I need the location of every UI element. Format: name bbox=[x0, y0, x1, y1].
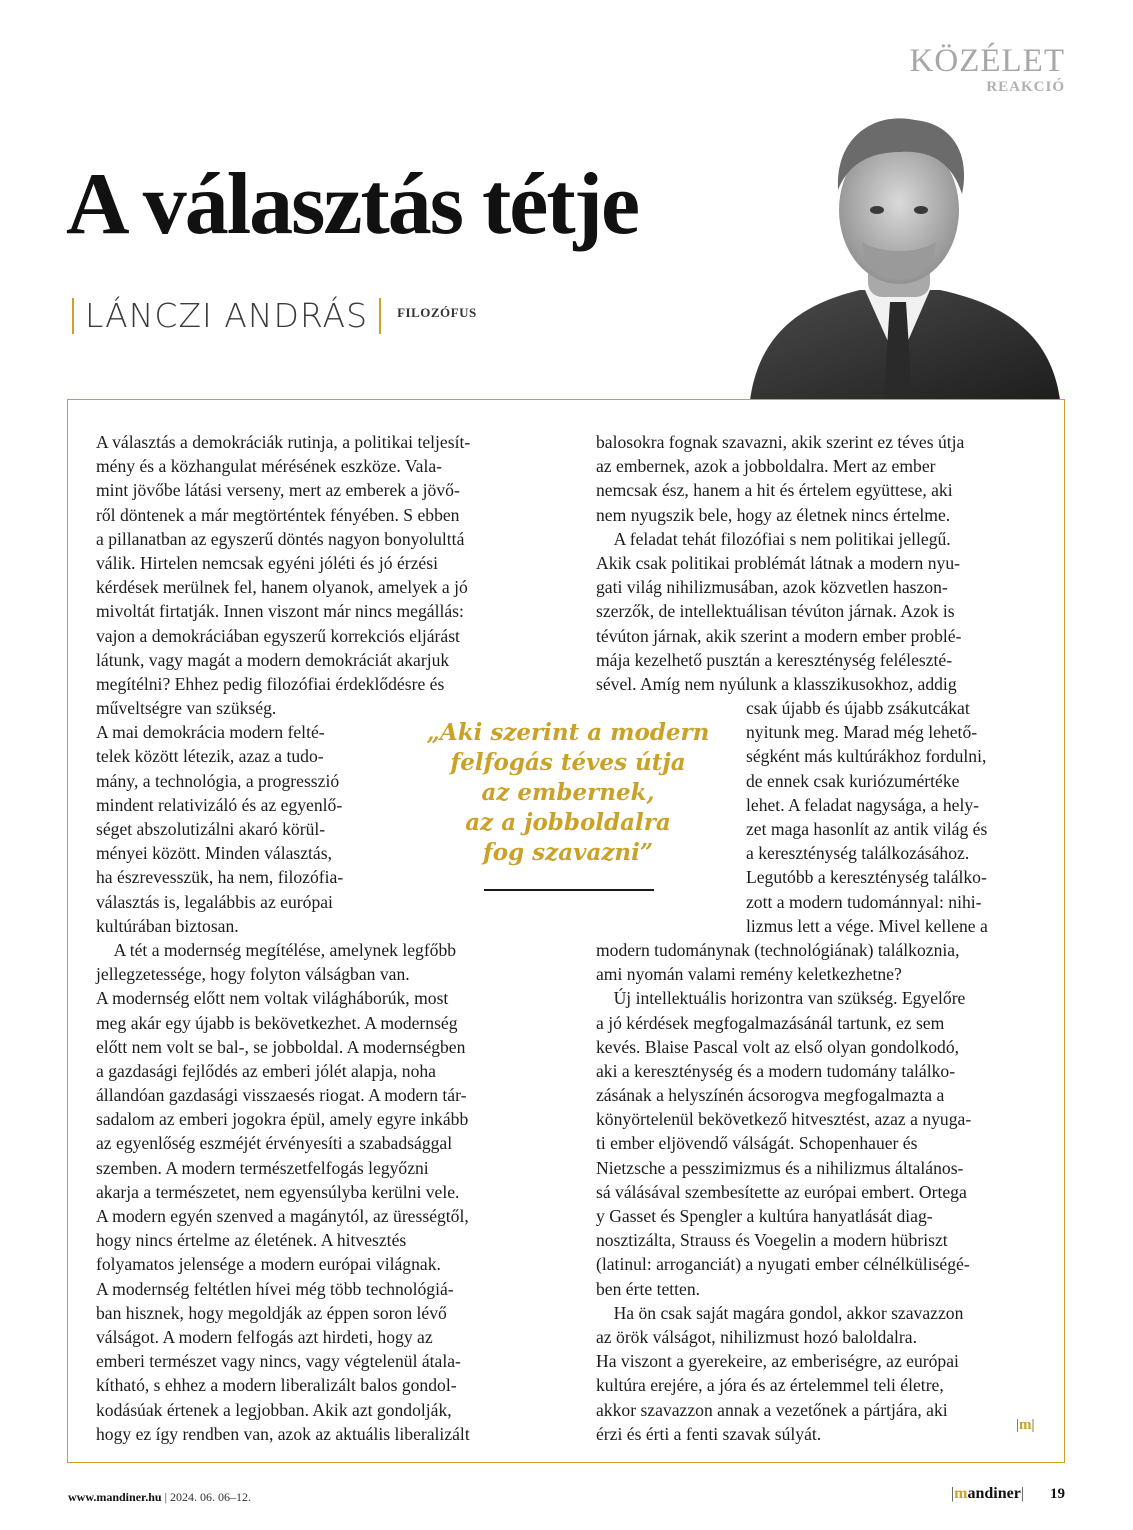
text-line: meg akár egy újabb is bekövetkezhet. A modernség bbox=[96, 1012, 458, 1033]
text-line: A feladat tehát filozófiai s nem politikai jellegű. bbox=[596, 528, 951, 549]
text-line: tévúton járnak, akik szerint a modern ember problé- bbox=[596, 625, 962, 646]
text-line: kultúra erejére, a jóra és az értelemmel teli életre, bbox=[596, 1375, 944, 1396]
text-line: y Gasset és Spengler a kultúra hanyatlását diag- bbox=[596, 1206, 933, 1226]
text-line: A modernség előtt nem voltak világháborúk, most bbox=[96, 988, 449, 1009]
text-line: sá válásával szembesítette az európai embert. Ortega bbox=[596, 1181, 967, 1202]
text-line: megítélni? Ehhez pedig filozófiai érdeklődésre és bbox=[96, 673, 445, 694]
text-line: kérdések merülnek fel, hanem olyanok, amelyek a jó bbox=[96, 577, 468, 598]
end-mark: |m| bbox=[1016, 1417, 1035, 1433]
pull-quote-line: az embernek, bbox=[481, 779, 655, 806]
text-line: ban hisznek, hogy megoldják az éppen soron lévő bbox=[96, 1302, 447, 1323]
text-line: hogy ez így rendben van, azok az aktuális liberalizált bbox=[96, 1423, 470, 1444]
text-line: nem nyugszik bele, hogy az életnek nincs értelme. bbox=[596, 504, 951, 525]
author-role: FILOZÓFUS bbox=[397, 304, 477, 320]
text-line: A választás a demokráciák rutinja, a politikai teljesít- bbox=[96, 432, 471, 452]
text-line: sadalom az emberi jogokra épül, amely egyre inkább bbox=[96, 1109, 469, 1130]
text-line: Új intellektuális horizontra van szükség. Egyelőre bbox=[596, 988, 966, 1009]
text-line: könyörtelenül bekövetkező hitvesztést, azaz a nyuga- bbox=[596, 1109, 972, 1130]
text-line: a jó kérdések megfogalmazásánál tartunk, ez sem bbox=[596, 1012, 945, 1033]
text-line: szemben. A modern természetfelfogás legyőzni bbox=[96, 1157, 429, 1178]
text-line: balosokra fognak szavazni, akik szerint ez téves útja bbox=[596, 432, 965, 452]
text-line: csak újabb és újabb zsákutcákat bbox=[746, 698, 970, 719]
text-line: de ennek csak kuriózumértéke bbox=[746, 770, 960, 791]
text-line: Ha viszont a gyerekeire, az emberiségre, az európai bbox=[596, 1351, 959, 1372]
text-line: hogy nincs értelme az életének. A hitvesztés bbox=[96, 1230, 407, 1251]
text-line: ami nyomán valami remény keletkezhetne? bbox=[596, 964, 902, 985]
text-line: mány, a technológia, a progresszió bbox=[96, 770, 340, 791]
text-line: kítható, s ehhez a modern liberalizált balos gondol- bbox=[96, 1375, 457, 1396]
text-line: jellegzetessége, hogy folyton válságban van. bbox=[96, 964, 410, 985]
text-line: nemcsak ész, hanem a hit és értelem együttese, aki bbox=[596, 480, 953, 501]
text-line: a kereszténység találkozásához. bbox=[746, 843, 970, 864]
pull-quote-rule bbox=[484, 889, 654, 891]
text-line: sével. Amíg nem nyúlunk a klasszikusokhoz, addig bbox=[596, 673, 957, 694]
text-line: ti ember eljövendő válságát. Schopenhauer és bbox=[596, 1133, 918, 1154]
text-line: mindent relativizáló és az egyenlő- bbox=[96, 794, 343, 815]
text-line: emberi természet vagy nincs, vagy végtelenül átala- bbox=[96, 1351, 461, 1372]
text-line: a pillanatban az egyszerű döntés nagyon bonyolulttá bbox=[96, 528, 465, 549]
text-line: zásának a helyszínén ácsorogva megfogalmazta a bbox=[596, 1085, 945, 1106]
text-line: választás is, legalábbis az európai bbox=[96, 891, 333, 912]
text-line: mivoltát firtatják. Innen viszont már nincs megállás: bbox=[96, 601, 464, 622]
text-line: nosztizálta, Strauss és Voegelin a modern hübriszt bbox=[596, 1230, 948, 1251]
text-line: A mai demokrácia modern felté- bbox=[96, 722, 325, 743]
text-line: szerzők, de intellektuálisan tévúton járnak. Azok is bbox=[596, 601, 955, 622]
text-line: előtt nem volt se bal-, se jobboldal. A modernségben bbox=[96, 1036, 466, 1057]
text-line: érzi és érti a fenti szavak súlyát. bbox=[596, 1423, 822, 1444]
byline-bar-right bbox=[379, 298, 381, 334]
byline bbox=[72, 296, 477, 335]
text-line: vajon a demokráciában egyszerű korrekciós eljárást bbox=[96, 625, 460, 646]
text-line: ről döntenek a már megtörténtek fényében. S ebben bbox=[96, 504, 460, 525]
text-line: folyamatos jelensége a modern európai világnak. bbox=[96, 1254, 441, 1275]
text-line: látunk, vagy magát a modern demokráciát akarjuk bbox=[96, 649, 450, 670]
pull-quote-line: az a jobboldalra bbox=[465, 809, 671, 836]
author-photo bbox=[730, 102, 1068, 400]
text-line: nyitunk meg. Marad még lehető- bbox=[746, 722, 978, 743]
section-header bbox=[910, 44, 1065, 96]
text-line: mája kezelhető pusztán a kereszténység feléleszté- bbox=[596, 649, 953, 670]
text-line: gati világ nihilizmusában, azok közvetlen haszon- bbox=[596, 577, 948, 598]
text-line: akarja a természetet, nem egyensúlyba kerülni vele. bbox=[96, 1181, 460, 1202]
pull-quote-line: „Aki szerint a modern bbox=[426, 719, 710, 746]
footer-url: www.mandiner.hu bbox=[68, 1490, 162, 1504]
article-title: A választás tétje bbox=[66, 156, 639, 253]
text-line: az egyenlőség eszméjét érvényesíti a szabadsággal bbox=[96, 1133, 453, 1154]
text-line: kevés. Blaise Pascal volt az első olyan gondolkodó, bbox=[596, 1036, 960, 1057]
text-line: zet maga hasonlít az antik világ és bbox=[746, 819, 988, 839]
text-line: A modernség feltétlen hívei még több technológiá- bbox=[96, 1278, 454, 1299]
text-line: séget abszolutizálni akaró körül- bbox=[96, 819, 326, 839]
pull-quote bbox=[410, 718, 726, 868]
text-line: válságot. A modern felfogás azt hirdeti, hogy az bbox=[96, 1326, 433, 1347]
footer-separator: | bbox=[164, 1490, 170, 1504]
text-line: ményei között. Minden választás, bbox=[96, 843, 332, 864]
author-name: LÁNCZI ANDRÁS bbox=[85, 296, 369, 335]
text-line: állandóan gazdasági visszaesés riogat. A modern tár- bbox=[96, 1085, 467, 1106]
text-line: Legutóbb a kereszténység találko- bbox=[746, 867, 987, 888]
text-line: műveltségre van szükség. bbox=[96, 698, 277, 719]
subsection-title: REAKCIÓ bbox=[986, 79, 1065, 95]
text-line: lehet. A feladat nagysága, a hely- bbox=[746, 794, 980, 815]
text-line: akkor szavazzon annak a vezetőnek a pártjára, aki bbox=[596, 1399, 948, 1420]
text-line: ségként más kultúrákhoz fordulni, bbox=[746, 746, 987, 767]
pull-quote-line: fog szavazni” bbox=[482, 839, 654, 866]
text-line: mény és a közhangulat mérésének eszköze. Vala- bbox=[96, 456, 443, 477]
text-line: ben érte tetten. bbox=[596, 1278, 701, 1299]
text-line: az örök válságot, nihilizmust hozó baloldalra. bbox=[596, 1326, 918, 1347]
footer-date: 2024. 06. 06–12. bbox=[170, 1490, 251, 1504]
page-number: 19 bbox=[1050, 1485, 1065, 1502]
text-line: A tét a modernség megítélése, amelynek legfőbb bbox=[96, 939, 457, 960]
text-line: modern tudománynak (technológiának) találkoznia, bbox=[596, 939, 960, 960]
left-column bbox=[96, 430, 470, 1446]
text-line: Akik csak politikai problémát látnak a modern nyu- bbox=[596, 552, 960, 573]
pull-quote-line: felfogás téves útja bbox=[450, 749, 686, 776]
text-line: zott a modern tudománnyal: nihi- bbox=[746, 891, 982, 912]
text-line: a gazdasági fejlődés az emberi jólét alapja, noha bbox=[96, 1060, 436, 1081]
text-line: Ha ön csak saját magára gondol, akkor szavazzon bbox=[596, 1302, 964, 1323]
text-line: telek között létezik, azaz a tudo- bbox=[96, 746, 324, 767]
text-line: az embernek, azok a jobboldalra. Mert az ember bbox=[596, 456, 936, 477]
text-line: kodásúak értenek a legjobban. Akik azt gondolják, bbox=[96, 1399, 452, 1420]
text-line: kultúrában biztosan. bbox=[96, 915, 239, 936]
text-line: ha észrevesszük, ha nem, filozófia- bbox=[96, 867, 344, 888]
section-title: KÖZÉLET bbox=[909, 43, 1065, 79]
footer-brand bbox=[949, 1485, 1065, 1503]
text-line: mint jövőbe látási verseny, mert az emberek a jövő- bbox=[96, 480, 460, 501]
text-line: lizmus lett a vége. Mivel kellene a bbox=[746, 915, 988, 936]
text-line: aki a kereszténység és a modern tudomány találko- bbox=[596, 1060, 956, 1081]
text-line: válik. Hirtelen nemcsak egyéni jóléti és jó érzési bbox=[96, 552, 438, 573]
text-line: (latinul: arroganciát) a nyugati ember célnélküliségé- bbox=[596, 1254, 970, 1275]
text-line: Nietzsche a pesszimizmus és a nihilizmus általános- bbox=[596, 1157, 964, 1178]
right-column bbox=[596, 430, 988, 1446]
footer-info bbox=[68, 1490, 251, 1505]
text-line: A modern egyén szenved a magánytól, az ürességtől, bbox=[96, 1206, 469, 1226]
brand-logo: |mandiner| bbox=[950, 1485, 1024, 1502]
